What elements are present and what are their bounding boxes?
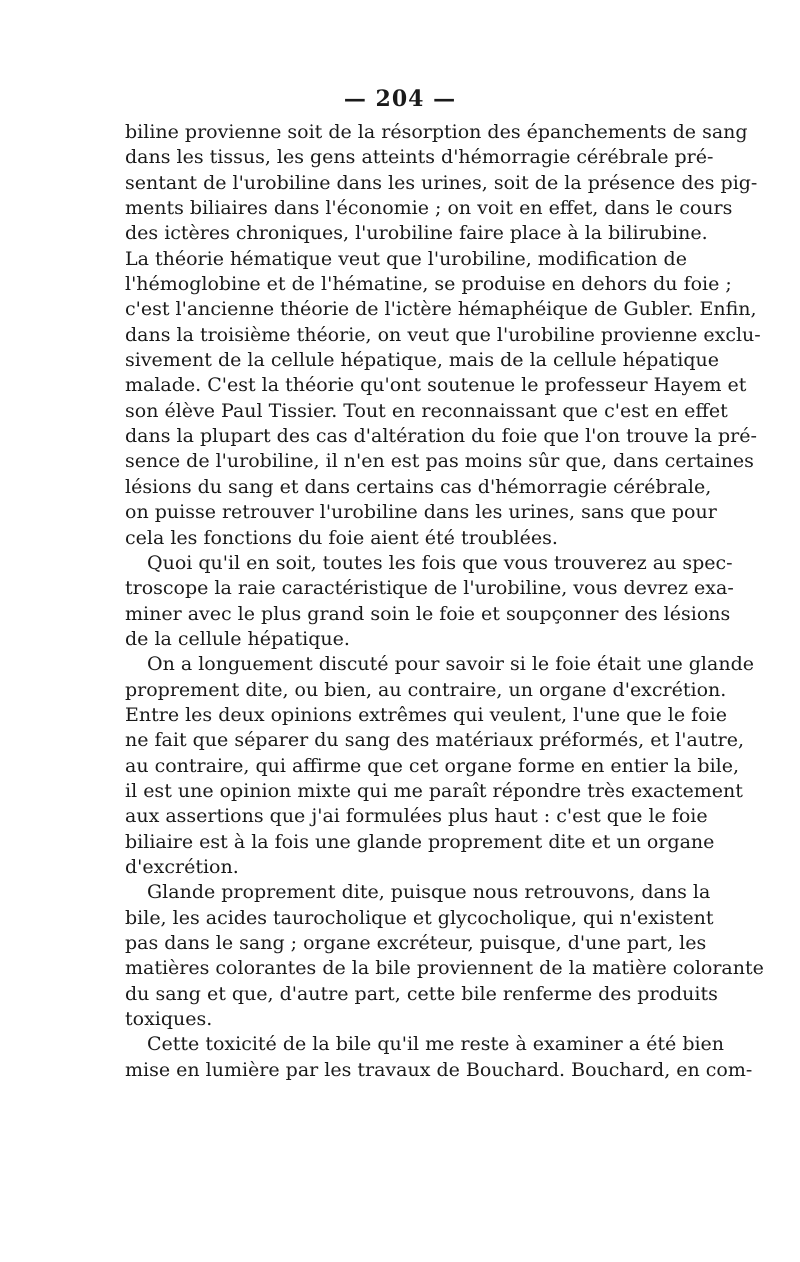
text-line: au contraire, qui affirme que cet organe forme en entier la bile, — [125, 754, 740, 777]
text-line: Quoi qu'il en soit, toutes les fois que vous trouverez au spec- — [147, 551, 733, 574]
text-line: l'hémoglobine et de l'hématine, se produise en dehors du foie ; — [125, 273, 732, 296]
text-line: cela les fonctions du foie aient été troublées. — [125, 526, 558, 549]
body-text — [125, 120, 764, 1083]
text-line: dans les tissus, les gens atteints d'hémorragie cérébrale pré- — [125, 146, 714, 169]
text-line: sentant de l'urobiline dans les urines, soit de la présence des pig- — [125, 171, 758, 194]
text-line: il est une opinion mixte qui me paraît répondre très exactement — [125, 779, 743, 802]
text-line: On a longuement discuté pour savoir si le foie était une glande — [147, 653, 754, 676]
text-line: Entre les deux opinions extrêmes qui veulent, l'une que le foie — [125, 703, 727, 726]
text-line: du sang et que, d'autre part, cette bile renferme des produits — [125, 982, 718, 1005]
text-line: aux assertions que j'ai formulées plus haut : c'est que le foie — [125, 805, 708, 828]
text-line: d'excrétion. — [125, 855, 239, 878]
text-line: dans la troisième théorie, on veut que l'urobiline provienne exclu- — [125, 323, 761, 346]
text-line: ne fait que séparer du sang des matériaux préformés, et l'autre, — [125, 729, 745, 752]
text-line: proprement dite, ou bien, au contraire, un organe d'excrétion. — [125, 678, 727, 701]
text-line: La théorie hématique veut que l'urobiline, modification de — [125, 247, 687, 270]
text-line: pas dans le sang ; organe excréteur, puisque, d'une part, les — [125, 932, 707, 954]
text-line: son élève Paul Tissier. Tout en reconnaissant que c'est en effet — [125, 399, 728, 422]
text-line: ments biliaires dans l'économie ; on voit en effet, dans le cours — [125, 197, 733, 220]
text-line: Glande proprement dite, puisque nous retrouvons, dans la — [147, 881, 711, 904]
text-line: sence de l'urobiline, il n'en est pas moins sûr que, dans certaines — [125, 450, 754, 473]
text-line: lésions du sang et dans certains cas d'hémorragie cérébrale, — [125, 475, 712, 498]
text-line: dans la plupart des cas d'altération du foie que l'on trouve la pré- — [125, 425, 757, 448]
text-line: de la cellule hépatique. — [125, 627, 350, 650]
text-line: biliaire est à la fois une glande proprement dite et un organe — [125, 830, 715, 853]
text-line: toxiques. — [125, 1008, 213, 1031]
text-line: miner avec le plus grand soin le foie et soupçonner des lésions — [125, 602, 731, 625]
text-line: matières colorantes de la bile proviennent de la matière colorante — [125, 957, 764, 980]
text-line: troscope la raie caractéristique de l'urobiline, vous devrez exa- — [125, 577, 734, 600]
text-line: on puisse retrouver l'urobiline dans les urines, sans que pour — [125, 501, 717, 524]
text-line: biline provienne soit de la résorption des épanchements de sang — [125, 121, 748, 143]
text-line: bile, les acides taurocholique et glycocholique, qui n'existent — [125, 906, 714, 929]
text-line: Cette toxicité de la bile qu'il me reste à examiner a été bien — [147, 1033, 725, 1056]
text-line: mise en lumière par les travaux de Bouchard. Bouchard, en com- — [125, 1058, 753, 1081]
text-line: sivement de la cellule hépatique, mais de la cellule hépatique — [125, 349, 719, 372]
text-line: malade. C'est la théorie qu'ont soutenue le professeur Hayem et — [125, 374, 747, 397]
page-number: — 204 — — [343, 86, 457, 112]
text-line: c'est l'ancienne théorie de l'ictère hémaphéique de Gubler. Enfin, — [125, 298, 757, 321]
text-line: des ictères chroniques, l'urobiline faire place à la bilirubine. — [125, 222, 708, 245]
